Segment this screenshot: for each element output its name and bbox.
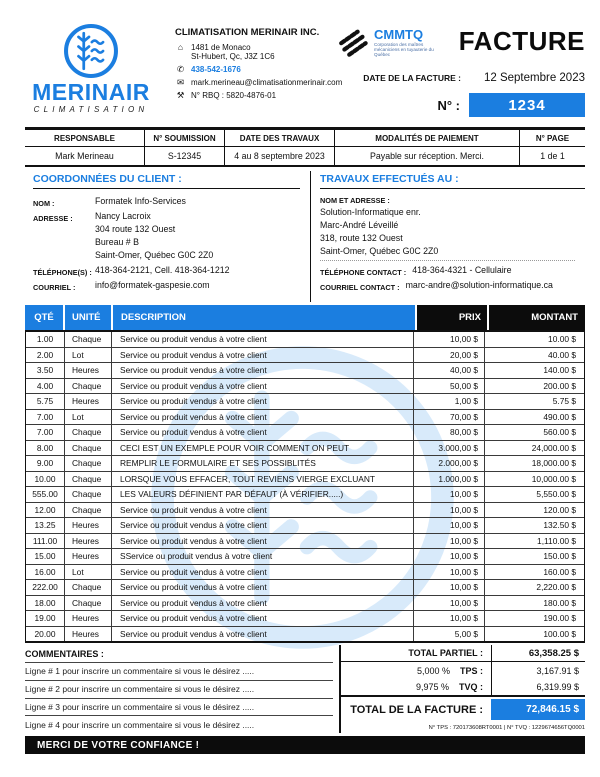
cell-desc: Service ou produit vendus à votre client — [112, 565, 414, 580]
company-rbq — [175, 91, 350, 101]
client-address-line: Nancy Lacroix — [95, 211, 151, 221]
table-row — [26, 487, 584, 503]
cell-qty: 8.00 — [26, 441, 65, 456]
table-row — [26, 441, 584, 457]
cell-desc: Service ou produit vendus à votre client — [112, 534, 414, 549]
cell-qty: 555.00 — [26, 487, 65, 502]
cell-desc: Service ou produit vendus à votre client — [112, 348, 414, 363]
cell-unit: Heures — [65, 534, 112, 549]
column-header-description: DESCRIPTION — [113, 305, 415, 330]
cell-unit: Lot — [65, 565, 112, 580]
cell-desc: CECI EST UN EXEMPLE POUR VOIR COMMENT ON PEUT — [112, 441, 414, 456]
cell-amt: 180.00 $ — [543, 597, 576, 608]
worksite-phone-label: TÉLÉPHONE CONTACT : — [320, 268, 407, 277]
comments-section — [25, 645, 341, 733]
cell-price: 1.000,00 $ — [414, 472, 485, 487]
tvq-value: 6,319.99 $ — [491, 680, 585, 696]
cell-amt: 120.00 $ — [543, 504, 576, 515]
info-table — [25, 127, 585, 167]
cell-unit: Heures — [65, 518, 112, 533]
table-row — [26, 596, 584, 612]
cell-unit: Chaque — [65, 441, 112, 456]
company-address — [175, 43, 350, 62]
tps-value: 3,167.91 $ — [491, 662, 585, 680]
cell-desc: Service ou produit vendus à votre client — [112, 379, 414, 394]
cell-qty: 7.00 — [26, 425, 65, 440]
table-row — [26, 580, 584, 596]
cell-unit: Chaque — [65, 580, 112, 595]
cell-desc: Service ou produit vendus à votre client — [112, 363, 414, 378]
cell-price: 10,00 $ — [414, 487, 485, 502]
cell-qty: 10.00 — [26, 472, 65, 487]
cell-price: 10,00 $ — [414, 332, 485, 347]
cell-unit: Chaque — [65, 596, 112, 611]
cell-qty: 3.50 — [26, 363, 65, 378]
cell-amt: 150.00 $ — [543, 551, 576, 562]
tvq-label: TVQ : — [459, 682, 483, 693]
company-address-lines — [191, 43, 275, 62]
cell-amt: 140.00 $ — [543, 365, 576, 376]
address-line-2: St-Hubert, Qc, J3Z 1C6 — [191, 52, 275, 61]
cell-price: 10,00 $ — [414, 596, 485, 611]
tvq-rate: 9,975 % — [415, 682, 449, 693]
tps-label: TPS : — [459, 665, 483, 676]
cell-qty: 16.00 — [26, 565, 65, 580]
cell-unit: Chaque — [65, 487, 112, 502]
client-address-label: ADRESSE : — [33, 214, 73, 223]
cell-desc: Service ou produit vendus à votre client — [112, 503, 414, 518]
client-phone-value[interactable]: 418-364-2121, Cell. 418-364-1212 — [95, 265, 230, 275]
cell-unit: Chaque — [65, 472, 112, 487]
cell-price: 10,00 $ — [414, 549, 485, 564]
client-name-row — [33, 195, 310, 210]
cell-desc: Service ou produit vendus à votre client — [112, 425, 414, 440]
client-address-line: Bureau # B — [95, 237, 140, 247]
company-info — [175, 28, 350, 104]
table-row — [26, 348, 584, 364]
client-email-label: COURRIEL : — [33, 283, 76, 292]
cell-qty: 20.00 — [26, 627, 65, 642]
client-email-value[interactable]: info@formatek-gaspesie.com — [95, 280, 210, 290]
cell-amt: 10,000.00 $ — [531, 473, 576, 484]
cell-price: 10,00 $ — [414, 503, 485, 518]
envelope-icon: ✉ — [176, 77, 185, 87]
cell-unit: Chaque — [65, 425, 112, 440]
table-row — [26, 627, 584, 642]
merinair-logo-icon — [62, 22, 120, 80]
items-rows — [25, 330, 585, 643]
cell-amt: 2,220.00 $ — [536, 582, 576, 593]
cell-unit: Lot — [65, 348, 112, 363]
tps-rate: 5,000 % — [416, 665, 450, 676]
table-row — [26, 379, 584, 395]
client-address-line: 304 route 132 Ouest — [95, 224, 176, 234]
cell-amt: 160.00 $ — [543, 566, 576, 577]
thank-you-bar — [25, 736, 585, 754]
value-responsable: Mark Merineau — [25, 147, 145, 165]
comment-line-2[interactable]: Ligne # 2 pour inscrire un commentaire si vous le désirez ..... — [25, 680, 333, 698]
table-row — [26, 363, 584, 379]
table-row — [26, 472, 584, 488]
client-phone-label: TÉLÉPHONE(S) : — [33, 268, 92, 277]
thank-you-text: MERCI DE VOTRE CONFIANCE ! — [37, 739, 200, 751]
worksite-address-line: Marc-André Léveillé — [320, 220, 399, 230]
company-email — [175, 78, 350, 88]
header-modalites: MODALITÉS DE PAIEMENT — [335, 130, 520, 146]
cell-amt: 560.00 $ — [543, 427, 576, 438]
worksite-email-value[interactable]: marc-andre@solution-informatique.ca — [405, 280, 553, 290]
tools-icon: ⚒ — [176, 90, 185, 100]
table-row — [26, 565, 584, 581]
cmmtq-name: CMMTQ — [374, 27, 424, 42]
brand-name: MERINAIR — [32, 79, 150, 105]
cmmtq-subtitle: Corporation des maîtres mécaniciens en tuyauterie du Québec — [374, 42, 434, 58]
cell-qty: 12.00 — [26, 503, 65, 518]
cell-amt: 1,110.00 $ — [537, 535, 576, 546]
grand-total-label: TOTAL DE LA FACTURE : — [350, 703, 483, 716]
cell-unit: Heures — [65, 363, 112, 378]
parties-section — [25, 171, 585, 302]
cell-price: 70,00 $ — [414, 410, 485, 425]
cmmtq-badge — [339, 28, 436, 60]
cell-qty: 1.00 — [26, 332, 65, 347]
subtotal-label: TOTAL PARTIEL : — [408, 648, 483, 658]
table-row — [26, 549, 584, 565]
cell-unit: Chaque — [65, 379, 112, 394]
invoice-number-value: 1234 — [469, 93, 585, 117]
cell-desc: Service ou produit vendus à votre client — [112, 518, 414, 533]
cell-qty: 222.00 — [26, 580, 65, 595]
column-header-price: PRIX — [417, 305, 487, 330]
cell-unit: Heures — [65, 549, 112, 564]
cell-price: 1,00 $ — [414, 394, 485, 409]
client-address-line: Saint-Omer, Québec G0C 2Z0 — [95, 250, 214, 260]
table-row — [26, 394, 584, 410]
table-row — [26, 534, 584, 550]
comment-line-3[interactable]: Ligne # 3 pour inscrire un commentaire si vous le désirez ..... — [25, 698, 333, 716]
cell-price: 5,00 $ — [414, 627, 485, 642]
cell-amt: 100.00 $ — [543, 628, 576, 639]
company-rbq-number: N° RBQ : 5820-4876-01 — [191, 91, 277, 100]
cell-unit: Chaque — [65, 503, 112, 518]
cell-price: 10,00 $ — [414, 534, 485, 549]
column-header-qty: QTÉ — [25, 305, 63, 330]
cell-amt: 5.75 $ — [552, 396, 576, 407]
client-name-label: NOM : — [33, 199, 55, 208]
cell-amt: 18,000.00 $ — [531, 458, 576, 469]
tps-row — [341, 662, 585, 680]
cell-amt: 10.00 $ — [548, 334, 576, 345]
brand-subname: CLIMATISATION — [33, 105, 149, 114]
cell-desc: Service ou produit vendus à votre client — [112, 596, 414, 611]
subtotal-row — [341, 645, 585, 662]
cell-qty: 5.75 — [26, 394, 65, 409]
table-row — [26, 410, 584, 426]
invoice-number-row — [437, 93, 585, 117]
comment-line-4[interactable]: Ligne # 4 pour inscrire un commentaire si vous le désirez ..... — [25, 715, 333, 733]
header-soumission: N° SOUMISSION — [145, 130, 225, 146]
client-name-value: Formatek Info-Services — [95, 196, 186, 206]
company-phone — [175, 65, 350, 75]
cmmtq-logo-icon — [339, 28, 369, 60]
cmmtq-text — [374, 28, 436, 60]
client-section-title: COORDONNÉES DU CLIENT : — [33, 171, 300, 189]
cell-price: 10,00 $ — [414, 580, 485, 595]
cell-amt: 5,550.00 $ — [536, 489, 576, 500]
worksite-email-label: COURRIEL CONTACT : — [320, 283, 400, 292]
subtotal-value: 63,358.25 $ — [491, 645, 585, 661]
table-row — [26, 332, 584, 348]
comment-line-1[interactable]: Ligne # 1 pour inscrire un commentaire si vous le désirez ..... — [25, 662, 333, 680]
cell-price: 2.000,00 $ — [414, 456, 485, 471]
table-row — [26, 611, 584, 627]
client-email-row — [33, 279, 310, 294]
cell-desc: REMPLIR LE FORMULAIRE ET SES POSSIBLITÉS — [112, 456, 414, 471]
cell-amt: 200.00 $ — [543, 380, 576, 391]
invoice-date-label: DATE DE LA FACTURE : — [363, 73, 461, 83]
invoice-number-label: N° : — [437, 97, 460, 113]
cell-qty: 9.00 — [26, 456, 65, 471]
worksite-phone-value[interactable]: 418-364-4321 - Cellulaire — [412, 265, 512, 275]
items-table — [25, 305, 585, 643]
cell-unit: Heures — [65, 611, 112, 626]
items-table-header — [25, 305, 585, 330]
value-modalites: Payable sur réception. Merci. — [335, 147, 520, 165]
client-address-row — [33, 210, 310, 262]
cell-price: 80,00 $ — [414, 425, 485, 440]
cell-amt: 40.00 $ — [548, 349, 576, 360]
cell-amt: 490.00 $ — [543, 411, 576, 422]
cell-qty: 111.00 — [26, 534, 65, 549]
header-date-travaux: DATE DES TRAVAUX — [225, 130, 335, 146]
brand-logo — [27, 20, 155, 114]
info-table-header-row — [25, 130, 585, 147]
worksite-address-line: Solution-Informatique enr. — [320, 207, 421, 217]
cell-desc: Service ou produit vendus à votre client — [112, 410, 414, 425]
grand-total-value: 72,846.15 $ — [491, 699, 585, 720]
cell-desc: Service ou produit vendus à votre client — [112, 627, 414, 642]
worksite-address-line: Saint-Omer, Québec G0C 2Z0 — [320, 246, 439, 256]
table-row — [26, 456, 584, 472]
cell-price: 20,00 $ — [414, 348, 485, 363]
cell-price: 50,00 $ — [414, 379, 485, 394]
worksite-section — [310, 171, 585, 302]
cell-desc: LES VALEURS DÉFINIENT PAR DÉFAUT (À VÉRIFIER.....) — [112, 487, 414, 502]
cell-unit: Heures — [65, 394, 112, 409]
cell-amt: 190.00 $ — [543, 613, 576, 624]
bottom-section — [25, 645, 585, 733]
invoice-date-value: 12 Septembre 2023 — [483, 72, 585, 84]
invoice-date-row — [363, 72, 585, 84]
worksite-name-address-label: NOM ET ADRESSE : — [320, 196, 390, 205]
cell-qty: 2.00 — [26, 348, 65, 363]
cell-desc: Service ou produit vendus à votre client — [112, 394, 414, 409]
invoice-title: FACTURE — [458, 26, 585, 56]
client-address-value — [95, 210, 213, 262]
worksite-section-title: TRAVAUX EFFECTUÉS AU : — [320, 171, 585, 189]
value-date-travaux: 4 au 8 septembre 2023 — [225, 147, 335, 165]
client-phone-row — [33, 264, 310, 279]
header — [25, 20, 585, 126]
grand-total-row — [341, 697, 585, 722]
table-row — [26, 503, 584, 519]
client-section — [25, 171, 310, 302]
cell-qty: 13.25 — [26, 518, 65, 533]
cell-price: 3.000,00 $ — [414, 441, 485, 456]
totals-section — [341, 645, 585, 733]
cell-price: 40,00 $ — [414, 363, 485, 378]
company-phone-number[interactable]: 438-542-1676 — [191, 65, 241, 74]
cell-unit: Chaque — [65, 332, 112, 347]
cell-qty: 18.00 — [26, 596, 65, 611]
info-table-value-row — [25, 147, 585, 165]
dotted-divider — [320, 260, 575, 261]
cell-qty: 15.00 — [26, 549, 65, 564]
address-line-1: 1481 de Monaco — [191, 42, 251, 52]
cell-desc: Service ou produit vendus à votre client — [112, 611, 414, 626]
cell-desc: Service ou produit vendus à votre client — [112, 332, 414, 347]
cell-desc: Service ou produit vendus à votre client — [112, 580, 414, 595]
value-soumission: S-12345 — [145, 147, 225, 165]
worksite-email-row — [320, 279, 585, 294]
worksite-phone-row — [320, 264, 585, 279]
worksite-address-value — [320, 206, 585, 258]
column-header-amount: MONTANT — [489, 305, 585, 330]
cell-unit: Lot — [65, 410, 112, 425]
cell-qty: 19.00 — [26, 611, 65, 626]
tax-registration-numbers: N° TPS : 720173608RT0001 | N° TVQ : 1229674656TQ0001 — [428, 725, 585, 731]
phone-icon: ✆ — [176, 64, 185, 74]
value-page: 1 de 1 — [540, 151, 565, 161]
tvq-row — [341, 680, 585, 698]
cell-amt: 24,000.00 $ — [531, 442, 576, 453]
comments-title: COMMENTAIRES : — [25, 648, 104, 659]
cell-price: 10,00 $ — [414, 518, 485, 533]
header-page: N° PAGE — [535, 133, 570, 143]
table-row — [26, 518, 584, 534]
header-responsable: RESPONSABLE — [25, 130, 145, 146]
cell-qty: 7.00 — [26, 410, 65, 425]
worksite-address-line: 318, route 132 Ouest — [320, 233, 403, 243]
company-name: CLIMATISATION MERINAIR INC. — [175, 27, 320, 38]
cell-unit: Heures — [65, 627, 112, 642]
cell-amt: 132.50 $ — [543, 520, 576, 531]
cell-price: 10,00 $ — [414, 565, 485, 580]
cell-desc: LORSQUE VOUS EFFACER, TOUT REVIENS VIERGE EXCLUANT — [112, 472, 414, 487]
column-header-unit: UNITÉ — [65, 305, 111, 330]
company-email-address[interactable]: mark.merineau@climatisationmerinair.com — [191, 78, 343, 87]
cell-desc: SService ou produit vendus à votre client — [112, 549, 414, 564]
house-icon: ⌂ — [177, 41, 184, 52]
cell-price: 10,00 $ — [414, 611, 485, 626]
cell-unit: Chaque — [65, 456, 112, 471]
table-row — [26, 425, 584, 441]
cell-qty: 4.00 — [26, 379, 65, 394]
